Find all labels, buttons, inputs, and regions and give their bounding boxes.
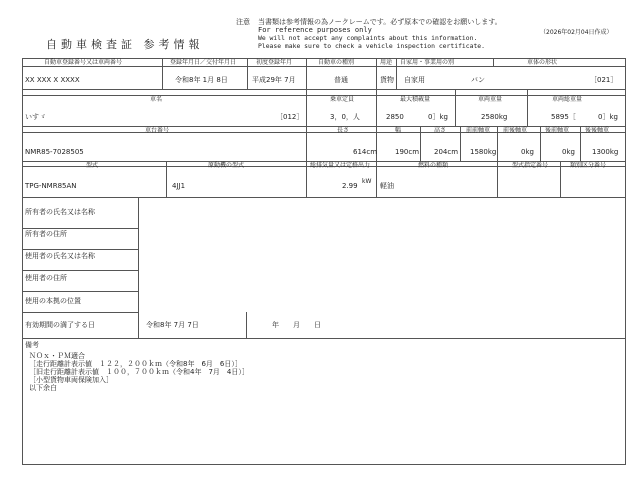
col-line <box>162 58 163 89</box>
remarks-line-3: ［旧走行距離計表示値 １００，７００ｋｍ（令和4年 7月 4日）］ <box>29 368 249 376</box>
col-line <box>246 312 247 338</box>
col-line <box>493 58 494 66</box>
label-rear-front: 後前軸重 <box>545 127 570 134</box>
col-line <box>138 197 139 338</box>
row-line <box>22 270 138 271</box>
label-class-no: 類別区分番号 <box>570 162 607 169</box>
row-line <box>22 95 626 96</box>
label-width: 幅 <box>395 127 402 134</box>
value-private: 自家用 <box>404 76 425 84</box>
issued-date: （2026年02月04日作成） <box>540 29 613 36</box>
value-expiry-blank: 年 月 日 <box>272 321 321 329</box>
row-line <box>22 291 138 292</box>
value-chassis: NMR85-7028505 <box>25 148 84 156</box>
value-displacement-unit: kW <box>362 178 372 185</box>
label-type-no: 型式指定番号 <box>512 162 549 169</box>
value-front-rear: 0kg <box>521 148 534 156</box>
value-maker-code: ［012］ <box>276 113 304 121</box>
remarks-line-5: 以下余白 <box>29 384 57 392</box>
row-line <box>22 197 626 198</box>
label-engine: 原動機の型式 <box>208 162 245 169</box>
value-gross-a: 5895［ <box>551 113 576 121</box>
label-owner-addr: 所有者の住所 <box>25 230 67 238</box>
remarks-line-4: ［小型貨物車両保険加入］ <box>29 376 113 384</box>
col-line <box>527 89 528 126</box>
notice-label: 注意 <box>236 18 250 26</box>
label-chassis: 車台番号 <box>145 127 170 134</box>
value-reg-date: 令和8年 1月 8日 <box>175 76 228 84</box>
table-right-border <box>625 58 626 464</box>
label-remarks: 備考 <box>25 341 39 349</box>
label-displacement: 総排気量又は定格出力 <box>310 162 371 169</box>
notice-line-2: For reference purposes only <box>258 26 372 34</box>
col-line <box>166 161 167 197</box>
label-vehicle-type: 自動車の種別 <box>318 59 355 66</box>
value-max-load-b: 0］kg <box>428 113 448 121</box>
label-fuel: 燃料の種類 <box>418 162 449 169</box>
label-expiry: 有効期間の満了する日 <box>25 321 95 329</box>
table-left-border <box>22 58 23 464</box>
label-user-addr: 使用者の住所 <box>25 274 67 282</box>
label-height: 高さ <box>434 127 447 134</box>
row-line <box>22 312 138 313</box>
col-line <box>497 161 498 197</box>
value-engine: 4JJ1 <box>172 182 186 190</box>
label-model: 型式 <box>86 162 99 169</box>
value-weight: 2580kg <box>481 113 508 121</box>
value-maker: いすゞ <box>25 113 46 121</box>
label-weight: 車両重量 <box>478 96 503 103</box>
label-owner-name: 所有者の氏名又は名称 <box>25 208 95 216</box>
row-line <box>22 132 626 133</box>
value-length: 614cm <box>353 148 378 156</box>
value-vehicle-type: 普通 <box>334 76 348 84</box>
value-body-code: ［021］ <box>590 76 618 84</box>
row-line <box>22 228 138 229</box>
col-line <box>497 126 498 161</box>
value-reg-no: XX XXX X XXXX <box>25 76 80 84</box>
col-line <box>306 58 307 89</box>
page-title: 自動車検査証 参考情報 <box>46 38 204 51</box>
col-line <box>540 126 541 161</box>
label-capacity: 乗車定員 <box>330 96 355 103</box>
label-body: 車体の形状 <box>527 59 558 66</box>
col-line <box>460 126 461 161</box>
label-front-front: 前前軸重 <box>466 127 491 134</box>
label-maker: 車名 <box>150 96 163 103</box>
row-line <box>22 66 626 67</box>
label-gross: 車両総重量 <box>552 96 583 103</box>
value-rear-front: 0kg <box>562 148 575 156</box>
label-use: 用途 <box>380 59 393 66</box>
label-front-rear: 前後軸重 <box>503 127 528 134</box>
value-expiry: 令和8年 7月 7日 <box>146 321 199 329</box>
col-line <box>560 161 561 197</box>
col-line <box>376 58 377 89</box>
row-line <box>22 89 626 90</box>
value-model: TPG-NMR85AN <box>25 182 77 190</box>
label-first-reg: 初度登録年月 <box>256 59 293 66</box>
notice-line-3: We will not accept any complaints about this information. <box>258 34 478 42</box>
value-front-front: 1580kg <box>470 148 497 156</box>
label-user-name: 使用者の氏名又は名称 <box>25 252 95 260</box>
col-line <box>376 89 377 126</box>
label-length: 長さ <box>337 127 350 134</box>
remarks-line-2: ［走行距離計表示値 １２２，２００ｋｍ（令和8年 6月 6日）］ <box>29 360 242 368</box>
value-fuel: 軽油 <box>380 182 394 190</box>
label-base: 使用の本拠の位置 <box>25 297 81 305</box>
table-bottom-border <box>22 464 626 465</box>
col-line <box>306 161 307 197</box>
value-height: 204cm <box>434 148 459 156</box>
row-line <box>22 338 626 339</box>
col-line <box>247 58 248 89</box>
col-line <box>306 89 307 126</box>
label-rear-rear: 後後軸重 <box>585 127 610 134</box>
value-first-reg: 平成29年 7月 <box>252 76 296 84</box>
label-reg-date: 登録年月日／交付年月日 <box>170 59 237 66</box>
remarks-line-1: ＮＯｘ・ＰＭ適合 <box>29 352 85 360</box>
value-use: 貨物 <box>380 76 394 84</box>
col-line <box>306 126 307 161</box>
value-gross-b: 0］kg <box>598 113 618 121</box>
row-line <box>22 249 138 250</box>
label-max-load: 最大積載量 <box>400 96 431 103</box>
col-line <box>376 161 377 197</box>
value-capacity: 3，0，人 <box>330 113 360 121</box>
value-displacement: 2.99 <box>342 182 358 190</box>
value-body: バン <box>471 76 485 84</box>
notice-line-1: 当書類は参考情報の為ノークレームです。必ず原本での確認をお願いします。 <box>258 18 502 26</box>
col-line <box>420 126 421 161</box>
label-private: 自家用・事業用の別 <box>400 59 455 66</box>
col-line <box>396 58 397 89</box>
col-line <box>455 89 456 126</box>
row-line <box>22 126 626 127</box>
value-width: 190cm <box>395 148 420 156</box>
col-line <box>580 126 581 161</box>
value-max-load-a: 2850 <box>386 113 404 121</box>
label-reg-no: 自動車登録番号又は車両番号 <box>44 59 123 66</box>
notice-line-4: Please make sure to check a vehicle inspection certificate. <box>258 42 486 50</box>
value-rear-rear: 1300kg <box>592 148 619 156</box>
